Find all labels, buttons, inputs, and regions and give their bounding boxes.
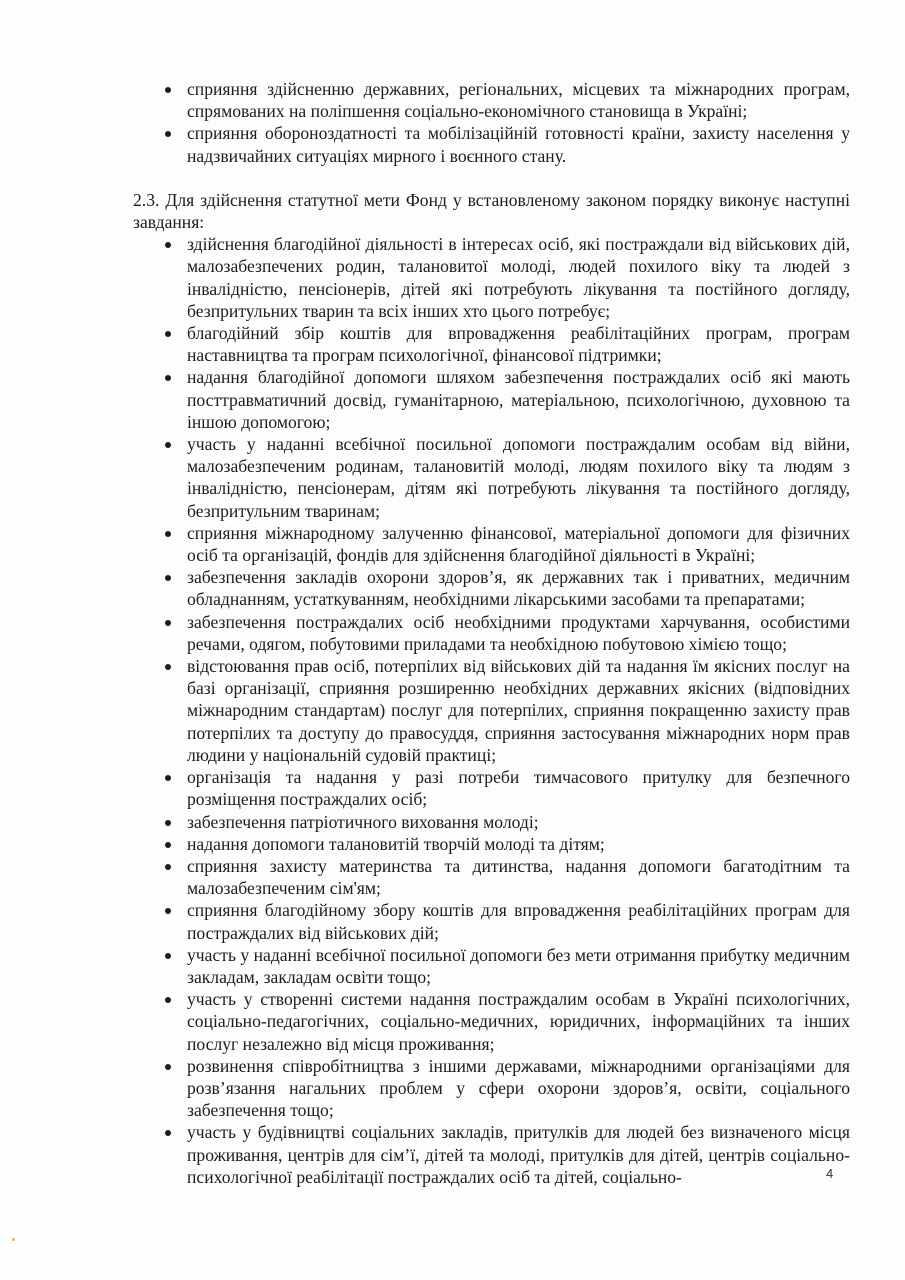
list-item — [133, 322, 850, 366]
bullet-dot-icon — [165, 775, 171, 781]
bullet-dot-icon — [165, 131, 171, 137]
bullet-dot-icon — [165, 664, 171, 670]
list-item-text: сприяння обороноздатності та мобілізаційній готовності країни, захисту населення у надзвичайних ситуаціях мирного і воєнного стану. — [187, 123, 850, 166]
list-item-text: надання допомоги талановитій творчій молоді та дітям; — [187, 833, 605, 854]
paragraph-spacer — [133, 167, 850, 189]
list-item-text: розвинення співробітництва з іншими державами, міжнародними організаціями для розв’язання нагальних проблем у сфери охорони здоров’я, освіти, соціального забезпечення тощо; — [187, 1055, 850, 1121]
scan-speck — [12, 1238, 15, 1241]
bullet-dot-icon — [165, 242, 171, 248]
list-item — [133, 1055, 850, 1122]
list-item — [133, 766, 850, 810]
bullet-dot-icon — [165, 1130, 171, 1136]
bullet-dot-icon — [165, 997, 171, 1003]
list-item — [133, 899, 850, 943]
list-item-text: благодійний збір коштів для впровадження реабілітаційних програм, програм наставництва та програм психологічної, фінансової підтримки; — [187, 323, 850, 366]
list-item-text: надання благодійної допомоги шляхом забезпечення постраждалих осіб які мають посттравматичний досвід, гуманітарною, матеріальною, психологічною, духовною та іншою допомогою; — [187, 367, 850, 432]
bullet-dot-icon — [165, 908, 171, 914]
page-number: 4 — [826, 1166, 834, 1181]
page-content — [133, 78, 850, 1188]
list-item-text: відстоювання прав осіб, потерпілих від військових дій та надання їм якісних послуг на базі організації, сприяння розширенню необхідних державних якісних (відповідних міжнародним стандартам) послуг для потерпілих, сприяння покращенню захисту прав потерпілих та доступу до правосуддя, сприяння застосування міжнародних норм прав людини у національній судовій практиці; — [187, 656, 850, 765]
list-item — [133, 522, 850, 566]
bullet-dot-icon — [165, 531, 171, 537]
list-item-text: сприяння міжнародному залученню фінансової, матеріальної допомоги для фізичних осіб та організацій, фондів для здійснення благодійної діяльності в Україні; — [187, 522, 850, 566]
list-item-text: здійснення благодійної діяльності в інтересах осіб, які постраждали від військових дій, малозабезпечених родин, талановитої молоді, людей похилого віку та людей з інвалідністю, пенсіонерів, дітей які потребують лікування та постійного догляду, безпритульних тварин та всіх інших хто цього потребує; — [187, 234, 850, 321]
list-item-text: організація та надання у разі потреби тимчасового притулку для безпечного розміщення постраждалих осіб; — [187, 767, 850, 810]
list-item — [133, 988, 850, 1055]
list-item-text: забезпечення постраждалих осіб необхідними продуктами харчування, особистими речами, одягом, побутовими приладами та необхідною побутовою хімією тощо; — [187, 611, 850, 654]
list-item — [133, 833, 850, 855]
bullet-dot-icon — [165, 87, 171, 93]
list-item — [133, 944, 850, 988]
list-item — [133, 811, 850, 833]
bullet-dot-icon — [165, 820, 171, 826]
list-item-text: участь у наданні всебічної посильної допомоги без мети отримання прибутку медичним закладам, закладам освіти тощо; — [187, 944, 850, 987]
list-item — [133, 566, 850, 610]
list-item — [133, 366, 850, 433]
list-item-text: сприяння здійсненню державних, регіональних, місцевих та міжнародних програм, спрямованих на поліпшення соціально-економічного становища в Україні; — [187, 79, 850, 122]
list-item — [133, 122, 850, 166]
top-bullet-list — [133, 78, 850, 167]
list-item — [133, 78, 850, 122]
list-item-text: участь у створенні системи надання постраждалим особам в Україні психологічних, соціально-педагогічних, соціально-медичних, юридичних, інформаційних та інших послуг незалежно від місця проживання; — [187, 989, 850, 1054]
list-item — [133, 233, 850, 322]
list-item-text: сприяння захисту материнства та дитинства, надання допомоги багатодітним та малозабезпеченим сім'ям; — [187, 855, 850, 899]
list-item-text: участь у наданні всебічної посильної допомоги постраждалим особам від війни, малозабезпеченим родинам, талановитій молоді, людям похилого віку та людям з інвалідністю, пенсіонерам, дітям які потребують лікування та постійного догляду, безпритульним тваринам; — [187, 434, 850, 521]
bullet-dot-icon — [165, 842, 171, 848]
list-item — [133, 433, 850, 522]
bullet-dot-icon — [165, 331, 171, 337]
section-2-3-task-list — [133, 233, 850, 1188]
bullet-dot-icon — [165, 375, 171, 381]
list-item — [133, 655, 850, 766]
bullet-dot-icon — [165, 620, 171, 626]
bullet-dot-icon — [165, 953, 171, 959]
list-item-text: забезпечення закладів охорони здоров’я, як державних так і приватних, медичним обладнанням, устаткуванням, необхідними лікарськими засобами та препаратами; — [187, 567, 850, 610]
section-2-3-intro: 2.3. Для здійснення статутної мети Фонд у встановленому законом порядку виконує наступні завдання: — [133, 189, 850, 233]
bullet-dot-icon — [165, 1064, 171, 1070]
bullet-dot-icon — [165, 442, 171, 448]
list-item — [133, 855, 850, 899]
list-item-text: забезпечення патріотичного виховання молоді; — [187, 811, 539, 832]
list-item-text: участь у будівництві соціальних закладів, притулків для людей без визначеного місця проживання, центрів для сім’ї, дітей та молоді, притулків для дітей, центрів соціально-психологічної реабілітації постраждалих осіб та дітей, соціально- — [187, 1122, 850, 1187]
list-item — [133, 611, 850, 655]
list-item — [133, 1121, 850, 1188]
bullet-dot-icon — [165, 864, 171, 870]
bullet-dot-icon — [165, 575, 171, 581]
list-item-text: сприяння благодійному збору коштів для впровадження реабілітаційних програм для постраждалих від військових дій; — [187, 900, 850, 943]
